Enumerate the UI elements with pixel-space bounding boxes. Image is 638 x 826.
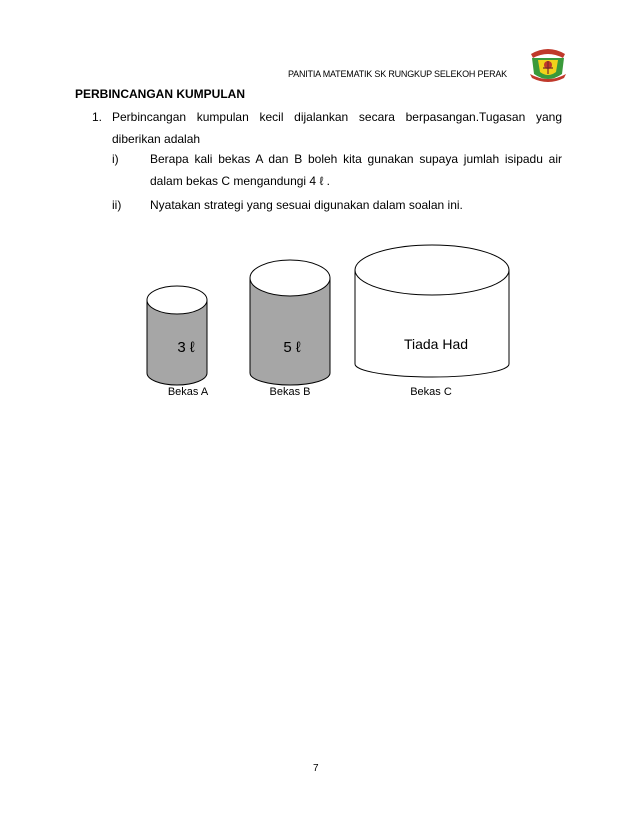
container-c-volume-label: Tiada Had: [403, 336, 469, 352]
section-title: PERBINCANGAN KUMPULAN: [75, 87, 245, 101]
sub-question-ii-line-1: Nyatakan strategi yang sesuai digunakan dalam soalan ini.: [150, 198, 463, 212]
sub-question-label-i: i): [112, 152, 119, 166]
question-text-line-2: diberikan adalah: [112, 132, 201, 146]
container-a-volume-label: 3 ℓ: [177, 339, 195, 356]
container-c: [355, 245, 509, 377]
header-text: PANITIA MATEMATIK SK RUNGKUP SELEKOH PERAK: [288, 69, 507, 79]
container-b-name: Bekas B: [269, 386, 311, 398]
question-text-line-1: Perbincangan kumpulan kecil dijalankan secara berpasangan.Tugasan yang: [112, 110, 562, 124]
sub-question-i-line-1: Berapa kali bekas A dan B boleh kita gunakan supaya jumlah isipadu air: [150, 152, 562, 166]
container-c-top: [355, 245, 509, 295]
sub-question-i-line-2: dalam bekas C mengandungi 4 ℓ .: [150, 174, 330, 188]
container-b-volume-label: 5 ℓ: [283, 339, 301, 356]
sub-question-label-ii: ii): [112, 198, 122, 212]
page-number: 7: [313, 763, 319, 774]
question-number: 1.: [92, 110, 103, 124]
container-a-top: [147, 286, 207, 314]
container-b-top: [250, 260, 330, 296]
container-a: [147, 286, 207, 385]
container-c-name: Bekas C: [410, 386, 452, 398]
container-a-name: Bekas A: [167, 386, 209, 398]
container-b: [250, 260, 330, 385]
